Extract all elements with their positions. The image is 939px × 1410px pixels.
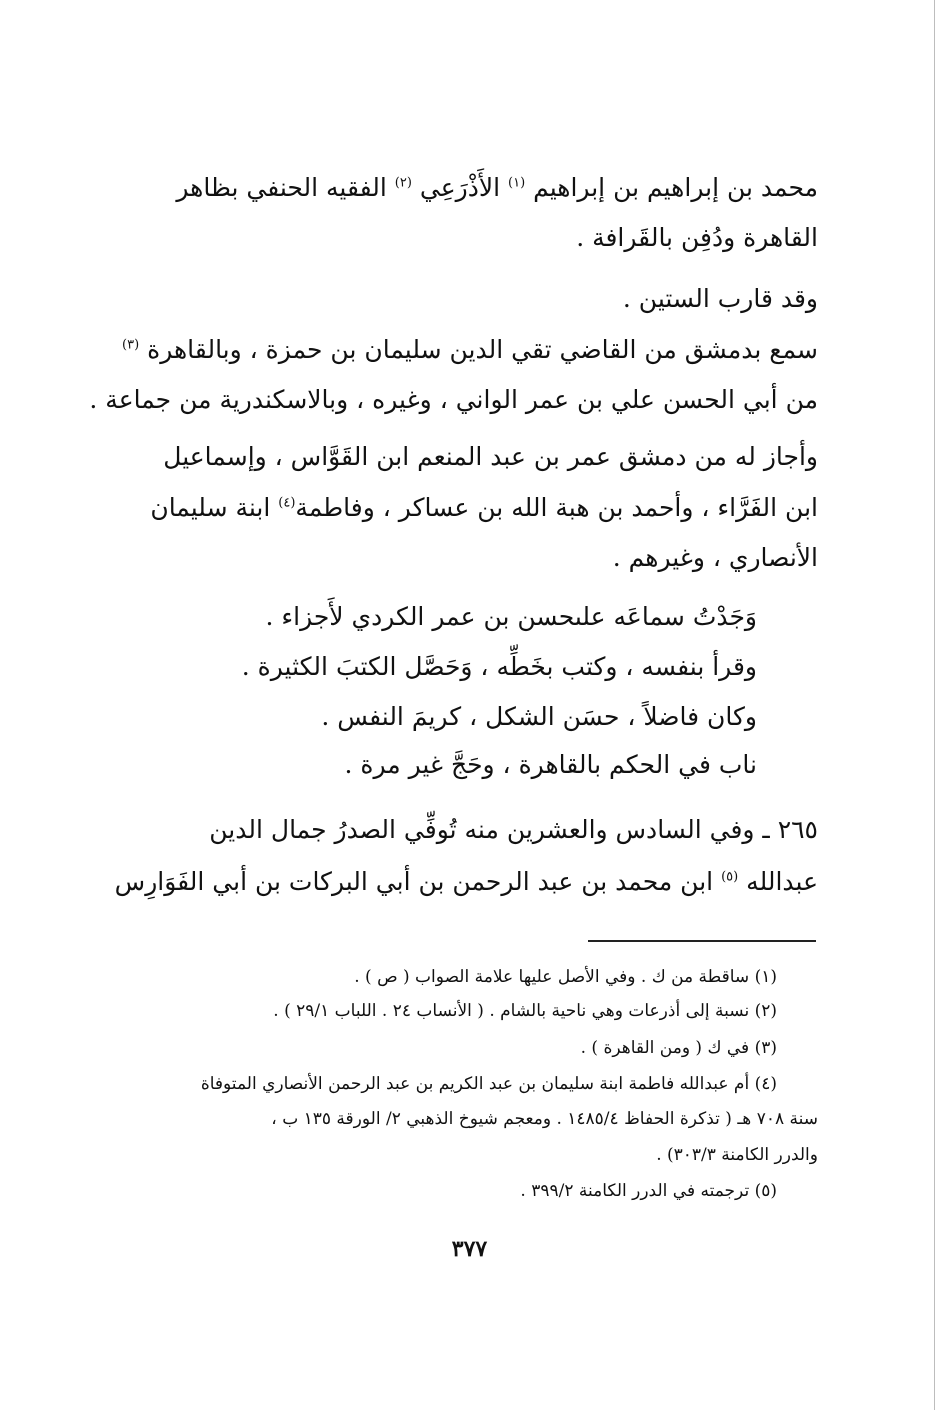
body-line-14 bbox=[114, 862, 818, 902]
body-line-1-tail: الفقيه الحنفي بظاهر bbox=[176, 173, 387, 202]
body-line-13: ٢٦٥ ـ وفي السادس والعشرين منه تُوفِّي الصدرُ جمال الدين bbox=[209, 815, 818, 844]
body-line-3: وقد قارب الستين . bbox=[622, 284, 818, 313]
body-line-12: ناب في الحكم بالقاهرة ، وحَجَّ غير مرة . bbox=[344, 750, 757, 779]
body-line-8: الأنصاري ، وغيرهم . bbox=[612, 543, 818, 572]
footnote-4-cont-1: سنة ٧٠٨ هـ ( تذكرة الحفاظ ١٤٨٥/٤ . ومعجم شيوخ الذهبي ٢/ الورقة ١٣٥ ب ، bbox=[271, 1109, 818, 1129]
body-line-1 bbox=[148, 168, 818, 208]
body-line-11: وكان فاضلاً ، حسَن الشكل ، كريمَ النفس . bbox=[321, 702, 757, 731]
body-line-10: وقرأ بنفسه ، وكتب بخَطِّه ، وَحَصَّل الكتبَ الكثيرة . bbox=[241, 652, 757, 681]
body-line-9: وَجَدْتُ سماعَه علىحسن بن عمر الكردي لأَجزاء . bbox=[265, 602, 757, 631]
page-number: ٣٧٧ bbox=[451, 1236, 488, 1262]
body-line-5: من أبي الحسن علي بن عمر الواني ، وغيره ، وبالاسكندرية من جماعة . bbox=[89, 385, 818, 414]
footnote-ref-3: (٣) bbox=[122, 337, 140, 353]
footnote-ref-5: (٥) bbox=[721, 869, 739, 885]
footnote-4: (٤) أم عبدالله فاطمة ابنة سليمان بن عبد الكريم بن عبد الرحمن الأنصاري المتوفاة bbox=[200, 1074, 777, 1094]
body-line-6: وأجاز له من دمشق عمر بن عبد المنعم ابن القَوَّاس ، وإسماعيل bbox=[163, 442, 818, 471]
body-line-4-text: سمع بدمشق من القاضي تقي الدين سليمان بن حمزة ، وبالقاهرة bbox=[147, 335, 818, 364]
body-line-14-tail: ابن محمد بن عبد الرحمن بن أبي البركات بن أبي الفَوَارِس bbox=[114, 867, 714, 896]
body-line-7 bbox=[148, 488, 818, 528]
body-line-4 bbox=[122, 330, 818, 370]
footnote-ref-2: (٢) bbox=[394, 175, 412, 191]
footnote-ref-1: (١) bbox=[508, 175, 526, 191]
body-line-1-mid: الأَذْرَعِي bbox=[419, 173, 501, 202]
footnote-ref-4: (٤) bbox=[278, 495, 296, 511]
body-line-1-head: محمد بن إبراهيم بن إبراهيم bbox=[533, 173, 818, 202]
footnote-4-cont-2: والدرر الكامنة ٣٠٣/٣) . bbox=[656, 1145, 818, 1165]
footnote-2: (٢) نسبة إلى أذرعات وهي ناحية بالشام . ( الأنساب ٢٤ . اللباب ٢٩/١ ) . bbox=[273, 1001, 777, 1021]
body-line-7-head: ابن الفَرَّاء ، وأحمد بن هبة الله بن عساكر ، وفاطمة bbox=[295, 493, 818, 522]
footnote-1: (١) ساقطة من ك . وفي الأصل عليها علامة الصواب ( ص ) . bbox=[354, 967, 777, 987]
body-line-14-head: عبدالله bbox=[746, 867, 818, 896]
page-edge-line bbox=[934, 0, 935, 1410]
body-line-7-tail: ابنة سليمان bbox=[150, 493, 271, 522]
footnote-3: (٣) في ك ( ومن القاهرة ) . bbox=[580, 1038, 777, 1058]
footnote-5: (٥) ترجمته في الدرر الكامنة ٣٩٩/٢ . bbox=[520, 1181, 777, 1201]
footnote-separator bbox=[588, 940, 816, 942]
body-line-2: القاهرة ودُفِن بالقَرافة . bbox=[576, 223, 818, 252]
